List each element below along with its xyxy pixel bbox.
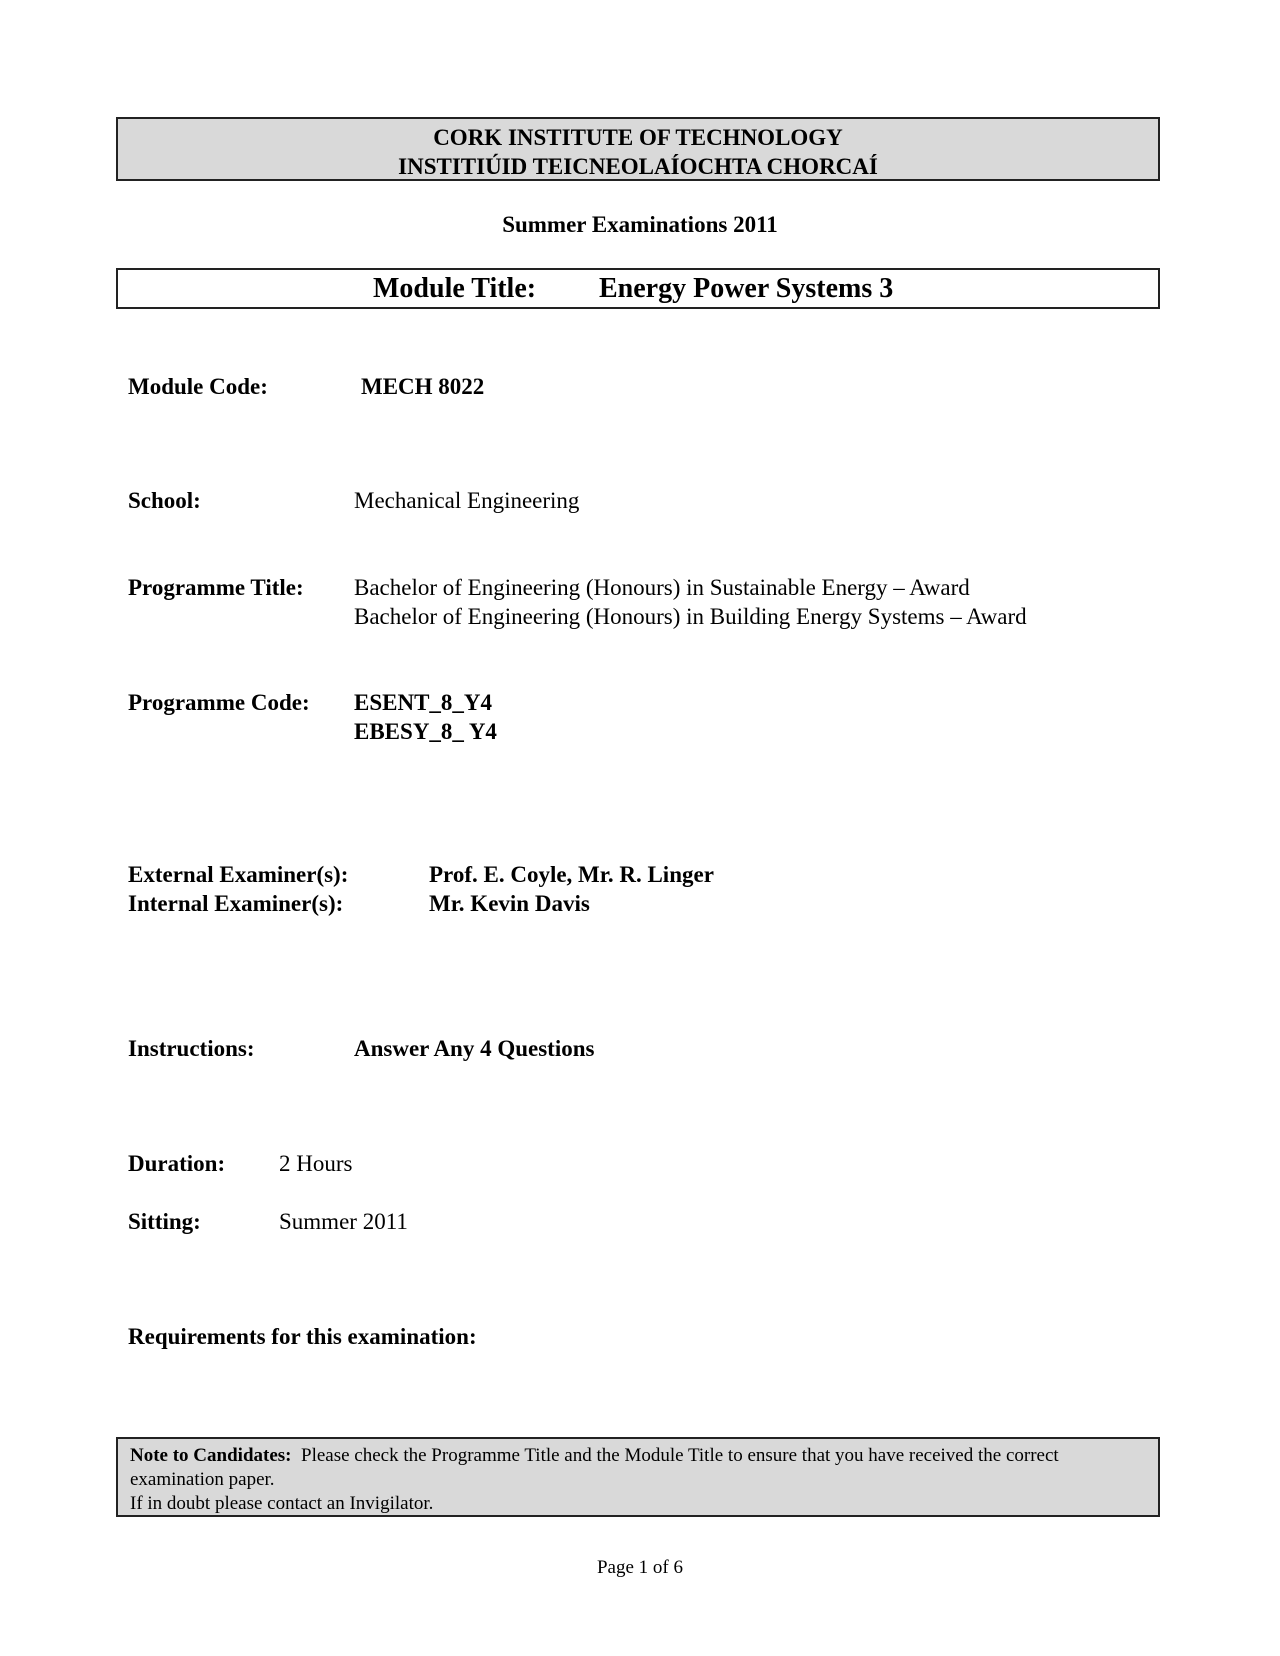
external-examiners-label: External Examiner(s): [128, 862, 349, 887]
internal-examiners-label: Internal Examiner(s): [128, 891, 344, 916]
sitting-label: Sitting: [128, 1209, 201, 1234]
module-code-label: Module Code: [128, 374, 268, 399]
programme-code-line-2: EBESY_8_ Y4 [354, 719, 497, 744]
programme-code-line-1: ESENT_8_Y4 [354, 690, 493, 715]
module-title-value: Energy Power Systems 3 [599, 273, 894, 304]
note-invigilator-text: If in doubt please contact an Invigilator. [130, 1493, 434, 1514]
external-examiners-value: Prof. E. Coyle, Mr. R. Linger [429, 862, 714, 887]
note-paragraph [130, 1444, 1148, 1492]
programme-code-label: Programme Code: [128, 690, 310, 715]
school-value: Mechanical Engineering [354, 488, 580, 513]
module-title-box [116, 268, 1160, 309]
exam-session-title: Summer Examinations 2011 [502, 212, 778, 237]
note-label: Note to Candidates: [130, 1445, 292, 1466]
institution-name-irish: INSTITIÚID TEICNEOLAÍOCHTA CHORCAÍ [398, 154, 878, 179]
institution-name-english: CORK INSTITUTE OF TECHNOLOGY [433, 125, 843, 150]
duration-label: Duration: [128, 1151, 226, 1176]
programme-title-label: Programme Title: [128, 575, 304, 600]
school-label: School: [128, 488, 201, 513]
duration-value: 2 Hours [279, 1151, 353, 1176]
programme-title-line-1: Bachelor of Engineering (Honours) in Sustainable Energy – Award [354, 575, 970, 600]
programme-title-line-2: Bachelor of Engineering (Honours) in Building Energy Systems – Award [354, 604, 1027, 629]
module-code-value: MECH 8022 [361, 374, 485, 399]
module-title-label: Module Title: [373, 273, 537, 304]
note-text: Please check the Programme Title and the Module Title to ensure that you have received the correct examination paper. [130, 1445, 1059, 1490]
internal-examiners-value: Mr. Kevin Davis [429, 891, 590, 916]
institution-header-box [116, 117, 1160, 181]
instructions-value: Answer Any 4 Questions [354, 1036, 595, 1061]
requirements-label: Requirements for this examination: [128, 1324, 477, 1349]
instructions-label: Instructions: [128, 1036, 255, 1061]
sitting-value: Summer 2011 [279, 1209, 408, 1234]
note-to-candidates-box [116, 1437, 1160, 1517]
page-number: Page 1 of 6 [596, 1557, 683, 1578]
